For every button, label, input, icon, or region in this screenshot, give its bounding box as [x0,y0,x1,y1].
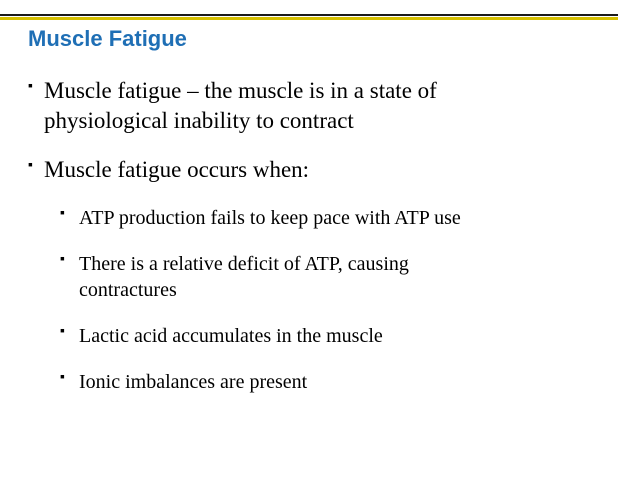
bullet-text-line: physiological inability to contract [44,108,354,133]
bullet-marker-icon: ▪ [60,324,65,339]
sub-bullet-item [60,323,383,349]
sub-bullet-item [60,205,461,231]
bullet-text-line: Muscle fatigue occurs when: [44,157,310,182]
sub-bullet-text-line: Lactic acid accumulates in the muscle [79,325,383,347]
sub-bullet-item [60,369,308,395]
slide-title: Muscle Fatigue [28,26,187,51]
bullet-marker-icon: ▪ [60,206,65,221]
top-rule-accent [0,17,618,20]
sub-bullet-text-line: Ionic imbalances are present [79,371,308,393]
bullet-marker-icon: ▪ [60,370,65,385]
bullet-item [28,76,437,136]
bullet-marker-icon: ▪ [28,79,33,94]
sub-bullet-text-line: There is a relative deficit of ATP, causing [79,253,409,275]
bullet-item [28,155,310,185]
sub-bullet-text-line: ATP production fails to keep pace with ATP use [79,207,461,229]
bullet-marker-icon: ▪ [28,158,33,173]
sub-bullet-item [60,251,409,303]
bullet-marker-icon: ▪ [60,252,65,267]
sub-bullet-text-line: contractures [79,279,177,301]
bullet-text-line: Muscle fatigue – the muscle is in a state of [44,78,437,103]
top-rule-dark [0,14,618,16]
